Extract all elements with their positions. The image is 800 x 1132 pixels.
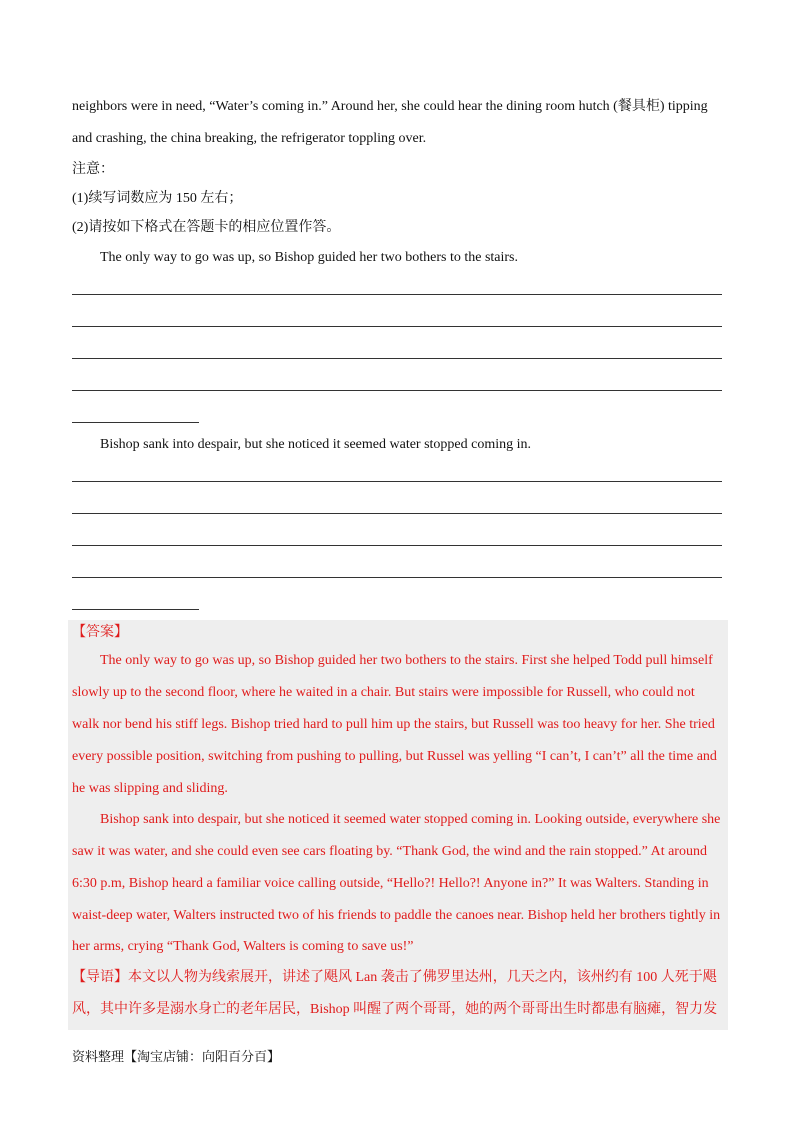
writing-line bbox=[72, 545, 722, 546]
writing-line bbox=[72, 481, 722, 482]
page-footer: 资料整理【淘宝店铺：向阳百分百】 bbox=[72, 1049, 281, 1064]
answer-para1-line: walk nor bend his stiff legs. Bishop tried hard to pull him up the stairs, but Russell was too heavy for her. She tried bbox=[72, 717, 715, 732]
answer-para1-line: slowly up to the second floor, where he waited in a chair. But stairs were impossible for Russell, who could not bbox=[72, 685, 695, 700]
writing-line bbox=[72, 390, 722, 391]
answer-para1-line: he was slipping and sliding. bbox=[72, 781, 228, 796]
notes-title: 注意： bbox=[72, 162, 114, 177]
writing-line-short bbox=[72, 422, 199, 423]
answer-para2-line: waist-deep water, Walters instructed two of his friends to paddle the canoes near. Bishop held her brothers tightly in bbox=[72, 908, 721, 923]
writing-line bbox=[72, 358, 722, 359]
guide-line-1: 【导语】本文以人物为线索展开，讲述了飓风 Lan 袭击了佛罗里达州，几天之内，该州约有 100 人死于飓 bbox=[72, 970, 717, 985]
writing-line bbox=[72, 577, 722, 578]
notes-item-1: (1)续写词数应为 150 左右； bbox=[72, 191, 243, 206]
intro-line-1: neighbors were in need, “Water’s coming in.” Around her, she could hear the dining room hutch (餐具柜) tipping bbox=[72, 99, 708, 114]
answer-label: 【答案】 bbox=[72, 625, 128, 640]
prompt-2: Bishop sank into despair, but she noticed it seemed water stopped coming in. bbox=[100, 437, 532, 452]
guide-line-2: 风，其中许多是溺水身亡的老年居民，Bishop 叫醒了两个哥哥，她的两个哥哥出生时都患有脑瘫，智力发 bbox=[72, 1002, 718, 1017]
writing-line-short bbox=[72, 609, 199, 610]
answer-para2-line: her arms, crying “Thank God, Walters is coming to save us!” bbox=[72, 939, 414, 954]
answer-para1-line: The only way to go was up, so Bishop guided her two bothers to the stairs. First she helped Todd pull himself bbox=[100, 653, 713, 668]
answer-para2-line: Bishop sank into despair, but she noticed it seemed water stopped coming in. Looking outside, everywhere she bbox=[100, 812, 721, 827]
answer-para1-line: every possible position, switching from pushing to pulling, but Russel was yelling “I can’t, I can’t” all the time and bbox=[72, 749, 717, 764]
prompt-1: The only way to go was up, so Bishop guided her two bothers to the stairs. bbox=[100, 250, 519, 265]
notes-item-2: (2)请按如下格式在答题卡的相应位置作答。 bbox=[72, 220, 341, 235]
answer-para2-line: saw it was water, and she could even see cars floating by. “Thank God, the wind and the rain stopped.” At around bbox=[72, 844, 707, 859]
answer-para2-line: 6:30 p.m, Bishop heard a familiar voice calling outside, “Hello?! Hello?! Anyone in?” It was Walters. Standing in bbox=[72, 876, 709, 891]
writing-line bbox=[72, 513, 722, 514]
intro-line-2: and crashing, the china breaking, the refrigerator toppling over. bbox=[72, 131, 427, 146]
writing-line bbox=[72, 326, 722, 327]
writing-line bbox=[72, 294, 722, 295]
